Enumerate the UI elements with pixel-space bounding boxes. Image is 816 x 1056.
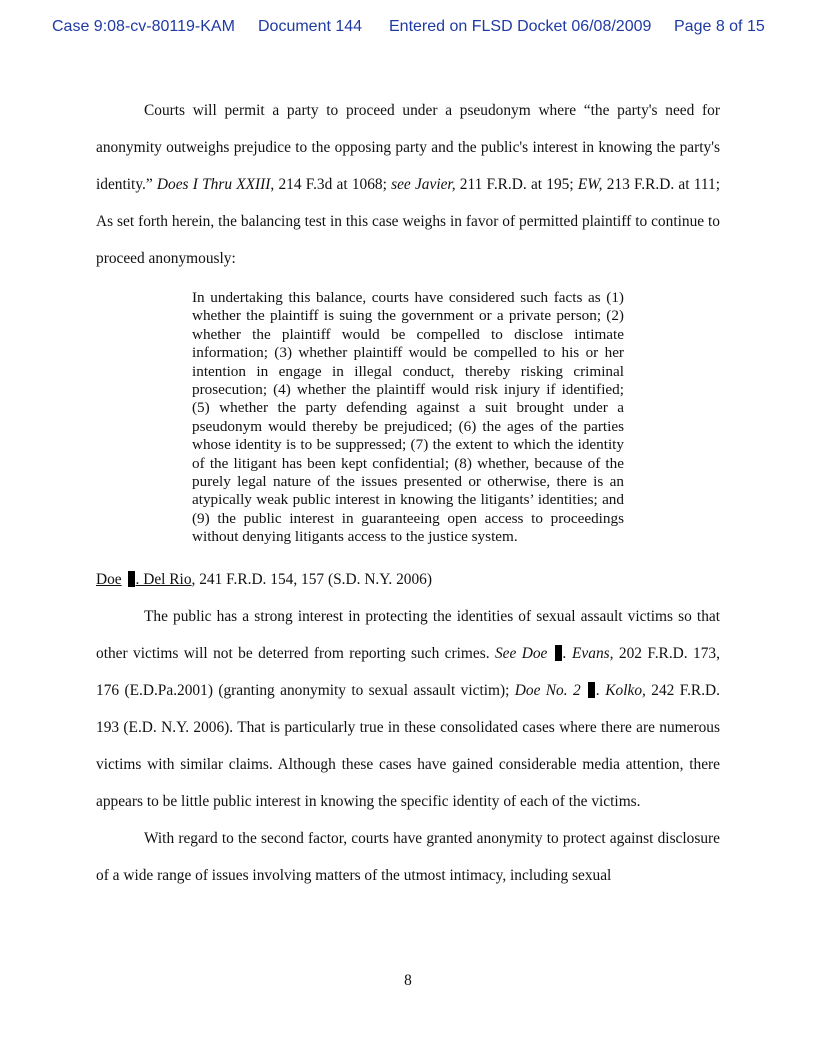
document-body [96,92,720,894]
redaction-mark [128,571,135,587]
redaction-mark [555,645,562,661]
case-citation: Doe . Del Rio, 241 F.R.D. 154, 157 (S.D. N.Y. 2006) [96,570,433,588]
paragraph-2: The public has a strong interest in protecting the identities of sexual assault victims so that other victims will not be deterred from reporting such crimes. See Doe . Evans, 202 F.R.D. 173, 176 (E.D.Pa.2001) (granting anonymity to sexual assault victim); Doe No. 2 . Kolko, 242 F.R.D. 193 (E.D. N.Y. 2006). That is particularly true in these consolidated cases where there are numerous victims with similar claims. Although these cases have gained considerable media attention, there appears to be little public interest in knowing the specific identity of each of the victims. [96,607,721,810]
case-number: Case 9:08-cv-80119-KAM [52,18,235,35]
document-number: Document 144 [258,18,363,35]
paragraph-1: Courts will permit a party to proceed under a pseudonym where “the party's need for anonymity outweighs prejudice to the opposing party and the public's interest in knowing the party's identity.” Does I Thru XXIII, 214 F.3d at 1068; see Javier, 211 F.R.D. at 195; EW, 213 F.R.D. at 111; As set forth herein, the balancing test in this case weighs in favor of permitted plaintiff to continue to proceed anonymously: [96,102,720,267]
redaction-mark [588,682,595,698]
paragraph-3: With regard to the second factor, courts have granted anonymity to protect against disclosure of a wide range of issues involving matters of the utmost intimacy, including sexual [96,829,720,884]
docket-entry-date: Entered on FLSD Docket 06/08/2009 [389,18,652,35]
page-count: Page 8 of 15 [674,18,765,35]
page-number: 8 [404,972,412,989]
block-quote: In undertaking this balance, courts have considered such facts as (1) whether the plaintiff is suing the government or a private person; (2) whether the plaintiff would be compelled to disclose intimate information; (3) whether plaintiff would be compelled to his or her intention in engage in illegal conduct, thereby risking criminal prosecution; (4) whether the plaintiff would risk injury if identified; (5) whether the party defending against a suit brought under a pseudonym would thereby be prejudiced; (6) the ages of the parties whose identity is to be suppressed; (7) the extent to which the identity of the litigant has been kept confidential; (8) whether, because of the purely legal nature of the issues presented or otherwise, there is an atypically weak public interest in knowing the litigants’ identities; and (9) the public interest in guaranteeing open access to proceedings without denying litigants access to the justice system. [192,289,624,546]
